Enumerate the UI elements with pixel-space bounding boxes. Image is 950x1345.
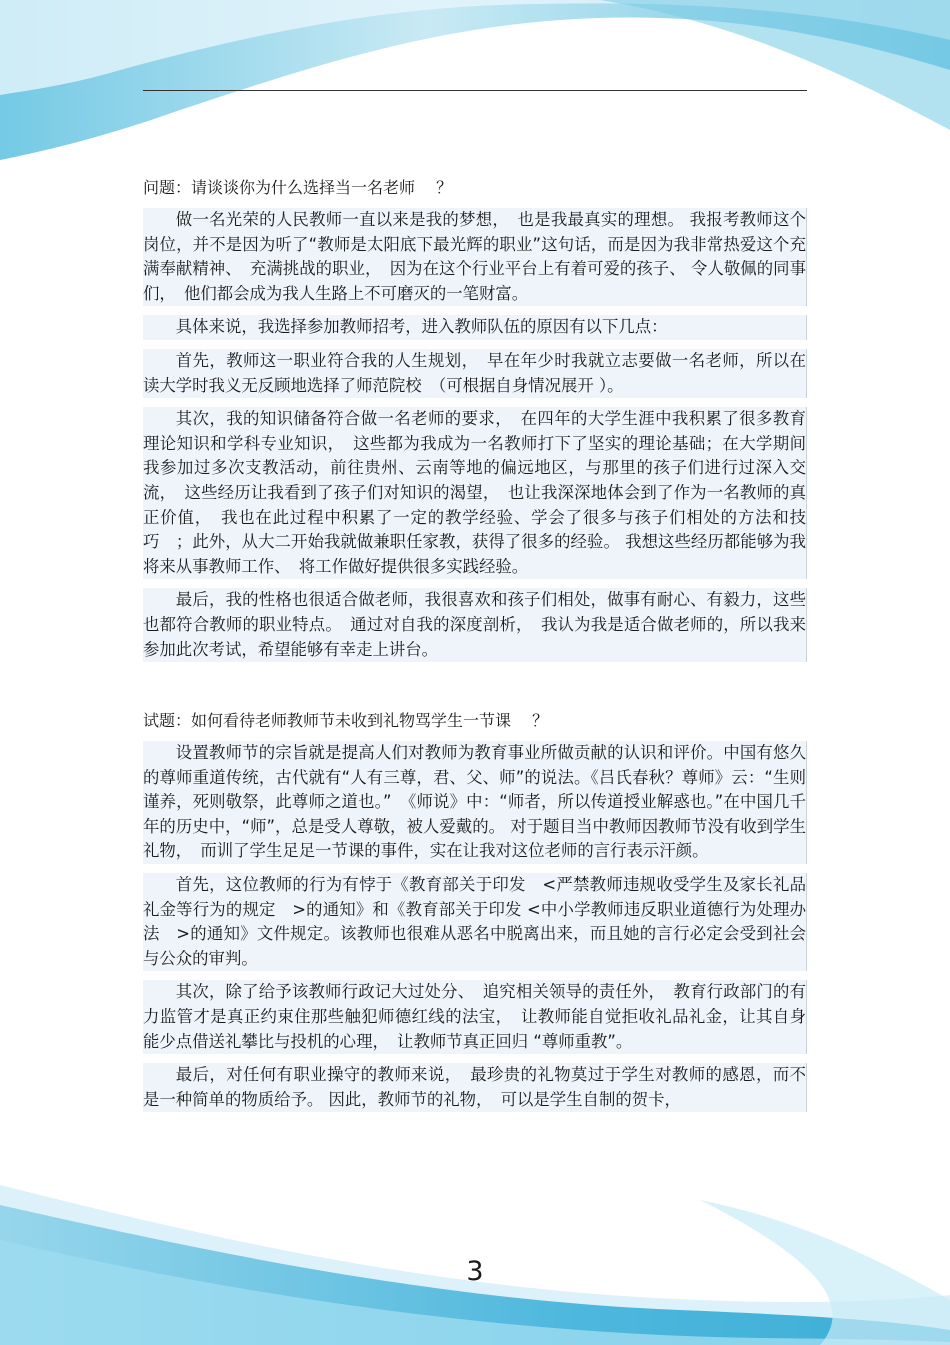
answer-paragraph: 设置教师节的宗旨就是提高人们对教师为教育事业所做贡献的认识和评价。中国有悠久的尊师重道传统，古代就有“人有三尊，君、父、师”的说法。《吕氏春秋？尊师》云：“生则谨养，死则敬祭，此尊师之道也。” 《师说》中：“师者，所以传道授业解惑也。”在中国几千年的历史中，“师”，总是受人尊敬，被人爱戴的。 对于题目当中教师因教师节没有收到学生礼物， 而训了学生足足一节课的事件，实在让我对这位老师的言行表示汗颜。	[143, 741, 807, 864]
answer-paragraph: 其次，我的知识储备符合做一名老师的要求， 在四年的大学生涯中我积累了很多教育理论知识和学科专业知识， 这些都为我成为一名教师打下了坚实的理论基础；在大学期间我参加过多次支教活动，前往贵州、云南等地的偏远地区，与那里的孩子们进行过深入交流， 这些经历让我看到了孩子们对知识的渴望， 也让我深深地体会到了作为一名教师的真正价值， 我也在此过程中积累了一定的教学经验、学会了很多与孩子们相处的方法和技巧 ；此外，从大二开始我就做兼职任家教，获得了很多的经验。 我想这些经历都能够为我将来从事教师工作、 将工作做好提供很多实践经验。	[143, 407, 807, 579]
page-number: 3	[466, 1256, 484, 1287]
answer-paragraph: 其次，除了给予该教师行政记大过处分、 追究相关领导的责任外， 教育行政部门的有力监管才是真正约束住那些触犯师德红线的法宝， 让教师能自觉拒收礼品礼金，让其自身能少点借送礼攀比与投机的心理， 让教师节真正回归 “尊师重教”。	[143, 980, 807, 1054]
question-heading-1: 问题：请谈谈你为什么选择当一名老师 ？	[143, 178, 453, 197]
answer-paragraph: 做一名光荣的人民教师一直以来是我的梦想， 也是我最真实的理想。 我报考教师这个岗位，并不是因为听了“教师是太阳底下最光辉的职业”这句话，而是因为我非常热爱这个充满奉献精神、 充满挑战的职业， 因为在这个行业平台上有着可爱的孩子、 令人敬佩的同事们， 他们都会成为我人生路上不可磨灭的一笔财富。	[143, 208, 807, 306]
answer-paragraph: 最后，我的性格也很适合做老师，我很喜欢和孩子们相处，做事有耐心、有毅力，这些也都符合教师的职业特点。 通过对自我的深度剖析， 我认为我是适合做老师的，所以我来参加此次考试，希望能够有幸走上讲台。	[143, 588, 807, 662]
header-rule	[143, 90, 807, 91]
document-body	[143, 176, 807, 1121]
answer-paragraph: 具体来说，我选择参加教师招考，进入教师队伍的原因有以下几点：	[143, 315, 807, 340]
section-spacer	[143, 671, 807, 709]
answer-paragraph: 首先，这位教师的行为有悖于《教育部关于印发 <严禁教师违规收受学生及家长礼品礼金等行为的规定 >的通知》和《教育部关于印发 <中小学教师违反职业道德行为处理办法 >的通知》文件规定。该教师也很难从恶名中脱离出来，而且她的言行必定会受到社会与公众的审判。	[143, 873, 807, 971]
answer-paragraph: 首先，教师这一职业符合我的人生规划， 早在年少时我就立志要做一名老师，所以在读大学时我义无反顾地选择了师范院校 （可根据自身情况展开 ）。	[143, 349, 807, 398]
question-heading-2: 试题：如何看待老师教师节未收到礼物骂学生一节课 ？	[143, 711, 549, 731]
answer-paragraph: 最后，对任何有职业操守的教师来说， 最珍贵的礼物莫过于学生对教师的感恩，而不是一种简单的物质给予。 因此，教师节的礼物， 可以是学生自制的贺卡，	[143, 1063, 807, 1112]
